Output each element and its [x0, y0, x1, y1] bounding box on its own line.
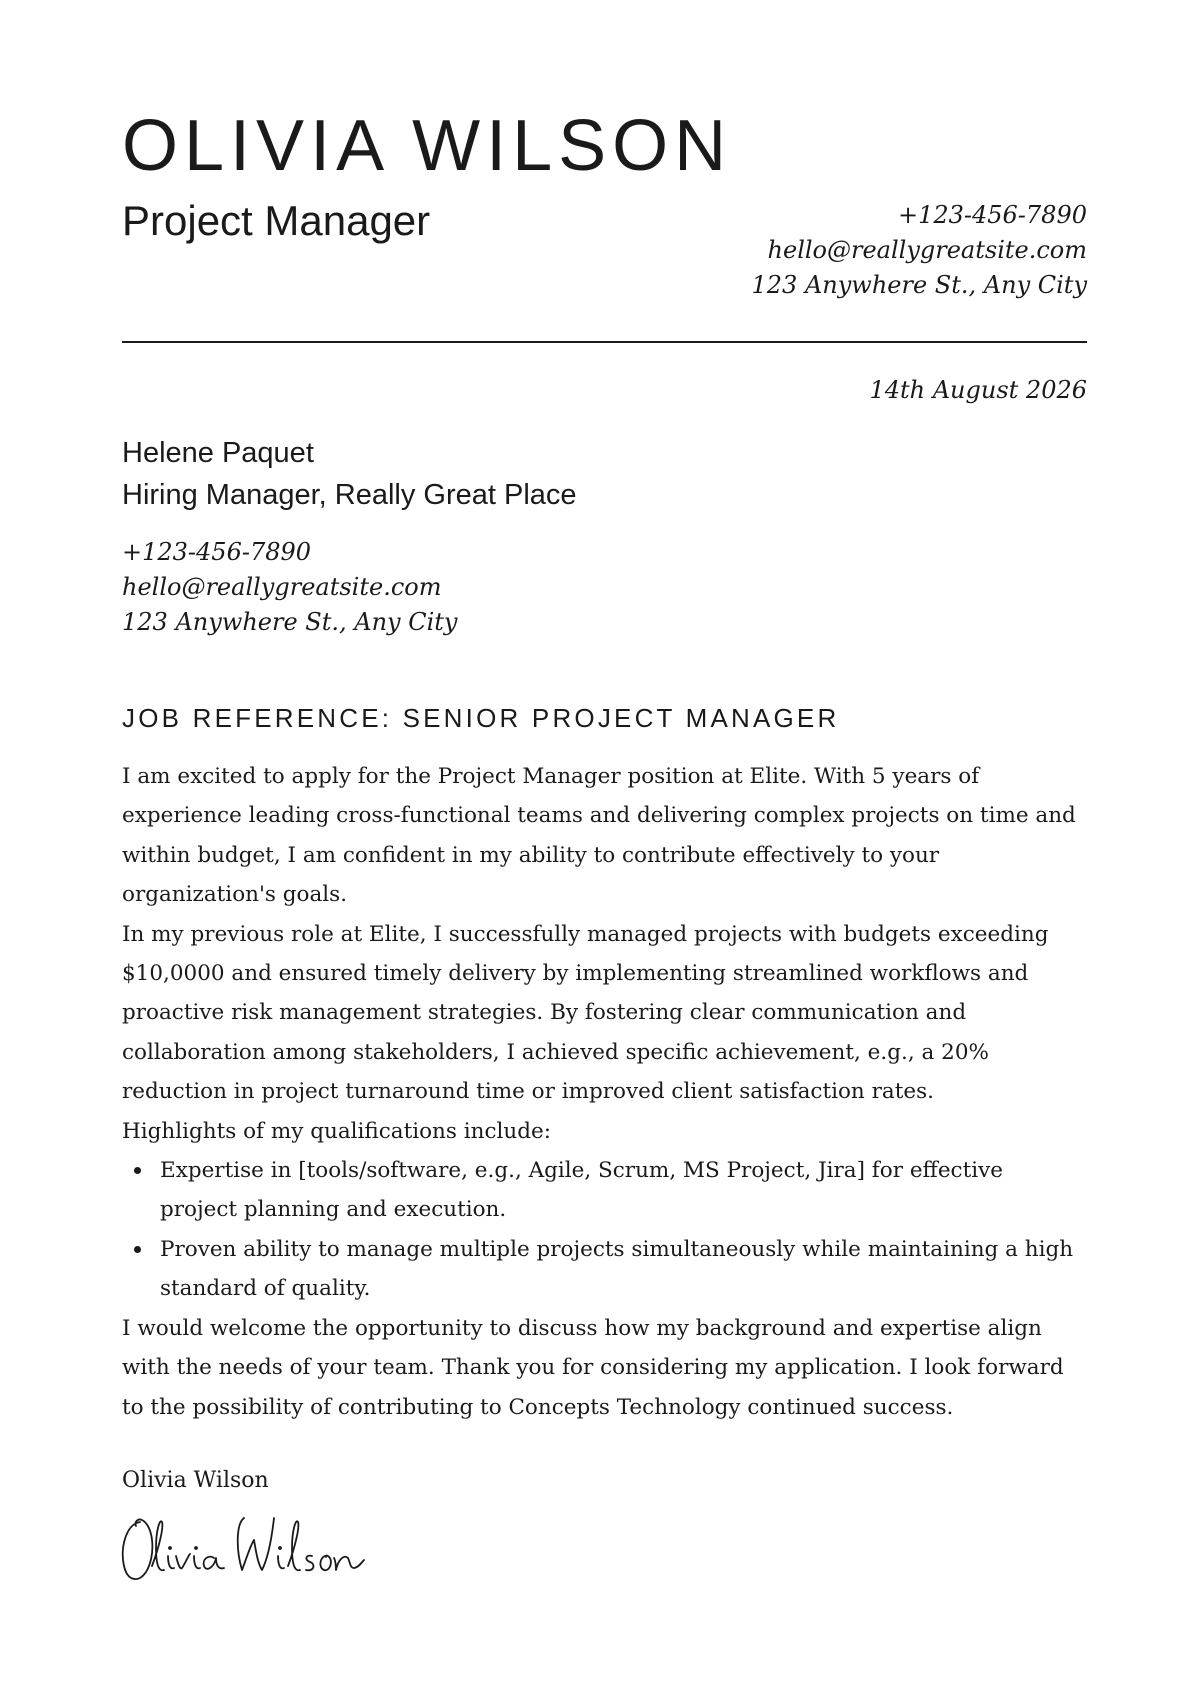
sender-name: OLIVIA WILSON	[122, 106, 733, 186]
body-line: organization's goals.	[122, 882, 348, 908]
bullet-icon	[134, 1167, 141, 1174]
recipient-address: 123 Anywhere St., Any City	[122, 608, 458, 636]
recipient-title: Hiring Manager, Really Great Place	[122, 479, 577, 511]
header-divider	[122, 341, 1087, 343]
job-reference: JOB REFERENCE: SENIOR PROJECT MANAGER	[122, 703, 840, 733]
body-line: $10,0000 and ensured timely delivery by implementing streamlined workflows and	[122, 961, 1029, 987]
body-line: with the needs of your team. Thank you for considering my application. I look forward	[122, 1355, 1064, 1381]
body-line: collaboration among stakeholders, I achieved specific achievement, e.g., a 20%	[122, 1039, 989, 1065]
recipient-email: hello@reallygreatsite.com	[122, 573, 442, 601]
letter-body	[122, 757, 1122, 1427]
list-item-line: Proven ability to manage multiple projects simultaneously while maintaining a high	[160, 1236, 1074, 1262]
list-item-line: Expertise in [tools/software, e.g., Agile, Scrum, MS Project, Jira] for effective	[160, 1158, 1003, 1184]
list-item-line: project planning and execution.	[160, 1197, 507, 1223]
letter-date: 14th August 2026	[869, 376, 1087, 404]
recipient-contact-block	[122, 535, 457, 640]
body-line: I am excited to apply for the Project Manager position at Elite. With 5 years of	[122, 764, 980, 789]
bullet-icon	[134, 1246, 141, 1253]
recipient-name: Helene Paquet	[122, 437, 314, 469]
body-line: within budget, I am confident in my ability to contribute effectively to your	[122, 842, 940, 868]
highlights-intro: Highlights of my qualifications include:	[122, 1118, 551, 1144]
sender-phone: +123-456-7890	[897, 201, 1087, 229]
body-line: experience leading cross-functional teams and delivering complex projects on time and	[122, 803, 1076, 829]
list-item-line: standard of quality.	[160, 1276, 371, 1302]
sender-role: Project Manager	[122, 197, 431, 244]
body-line: In my previous role at Elite, I successfully managed projects with budgets exceeding	[122, 921, 1049, 947]
body-line: proactive risk management strategies. By fostering clear communication and	[122, 1000, 967, 1026]
list-item	[122, 1151, 1122, 1230]
sender-contact-block	[752, 198, 1087, 303]
sender-email: hello@reallygreatsite.com	[767, 236, 1087, 264]
body-line: I would welcome the opportunity to discuss how my background and expertise align	[122, 1315, 1042, 1341]
body-line: to the possibility of contributing to Concepts Technology continued success.	[122, 1394, 954, 1420]
highlights-list	[122, 1151, 1122, 1309]
handwritten-signature	[118, 1500, 368, 1590]
list-item	[122, 1230, 1122, 1309]
recipient-block	[122, 432, 577, 516]
sender-address: 123 Anywhere St., Any City	[751, 271, 1087, 299]
body-line: reduction in project turnaround time or improved client satisfaction rates.	[122, 1079, 934, 1105]
signoff-name: Olivia Wilson	[122, 1468, 269, 1493]
recipient-phone: +123-456-7890	[122, 538, 312, 566]
